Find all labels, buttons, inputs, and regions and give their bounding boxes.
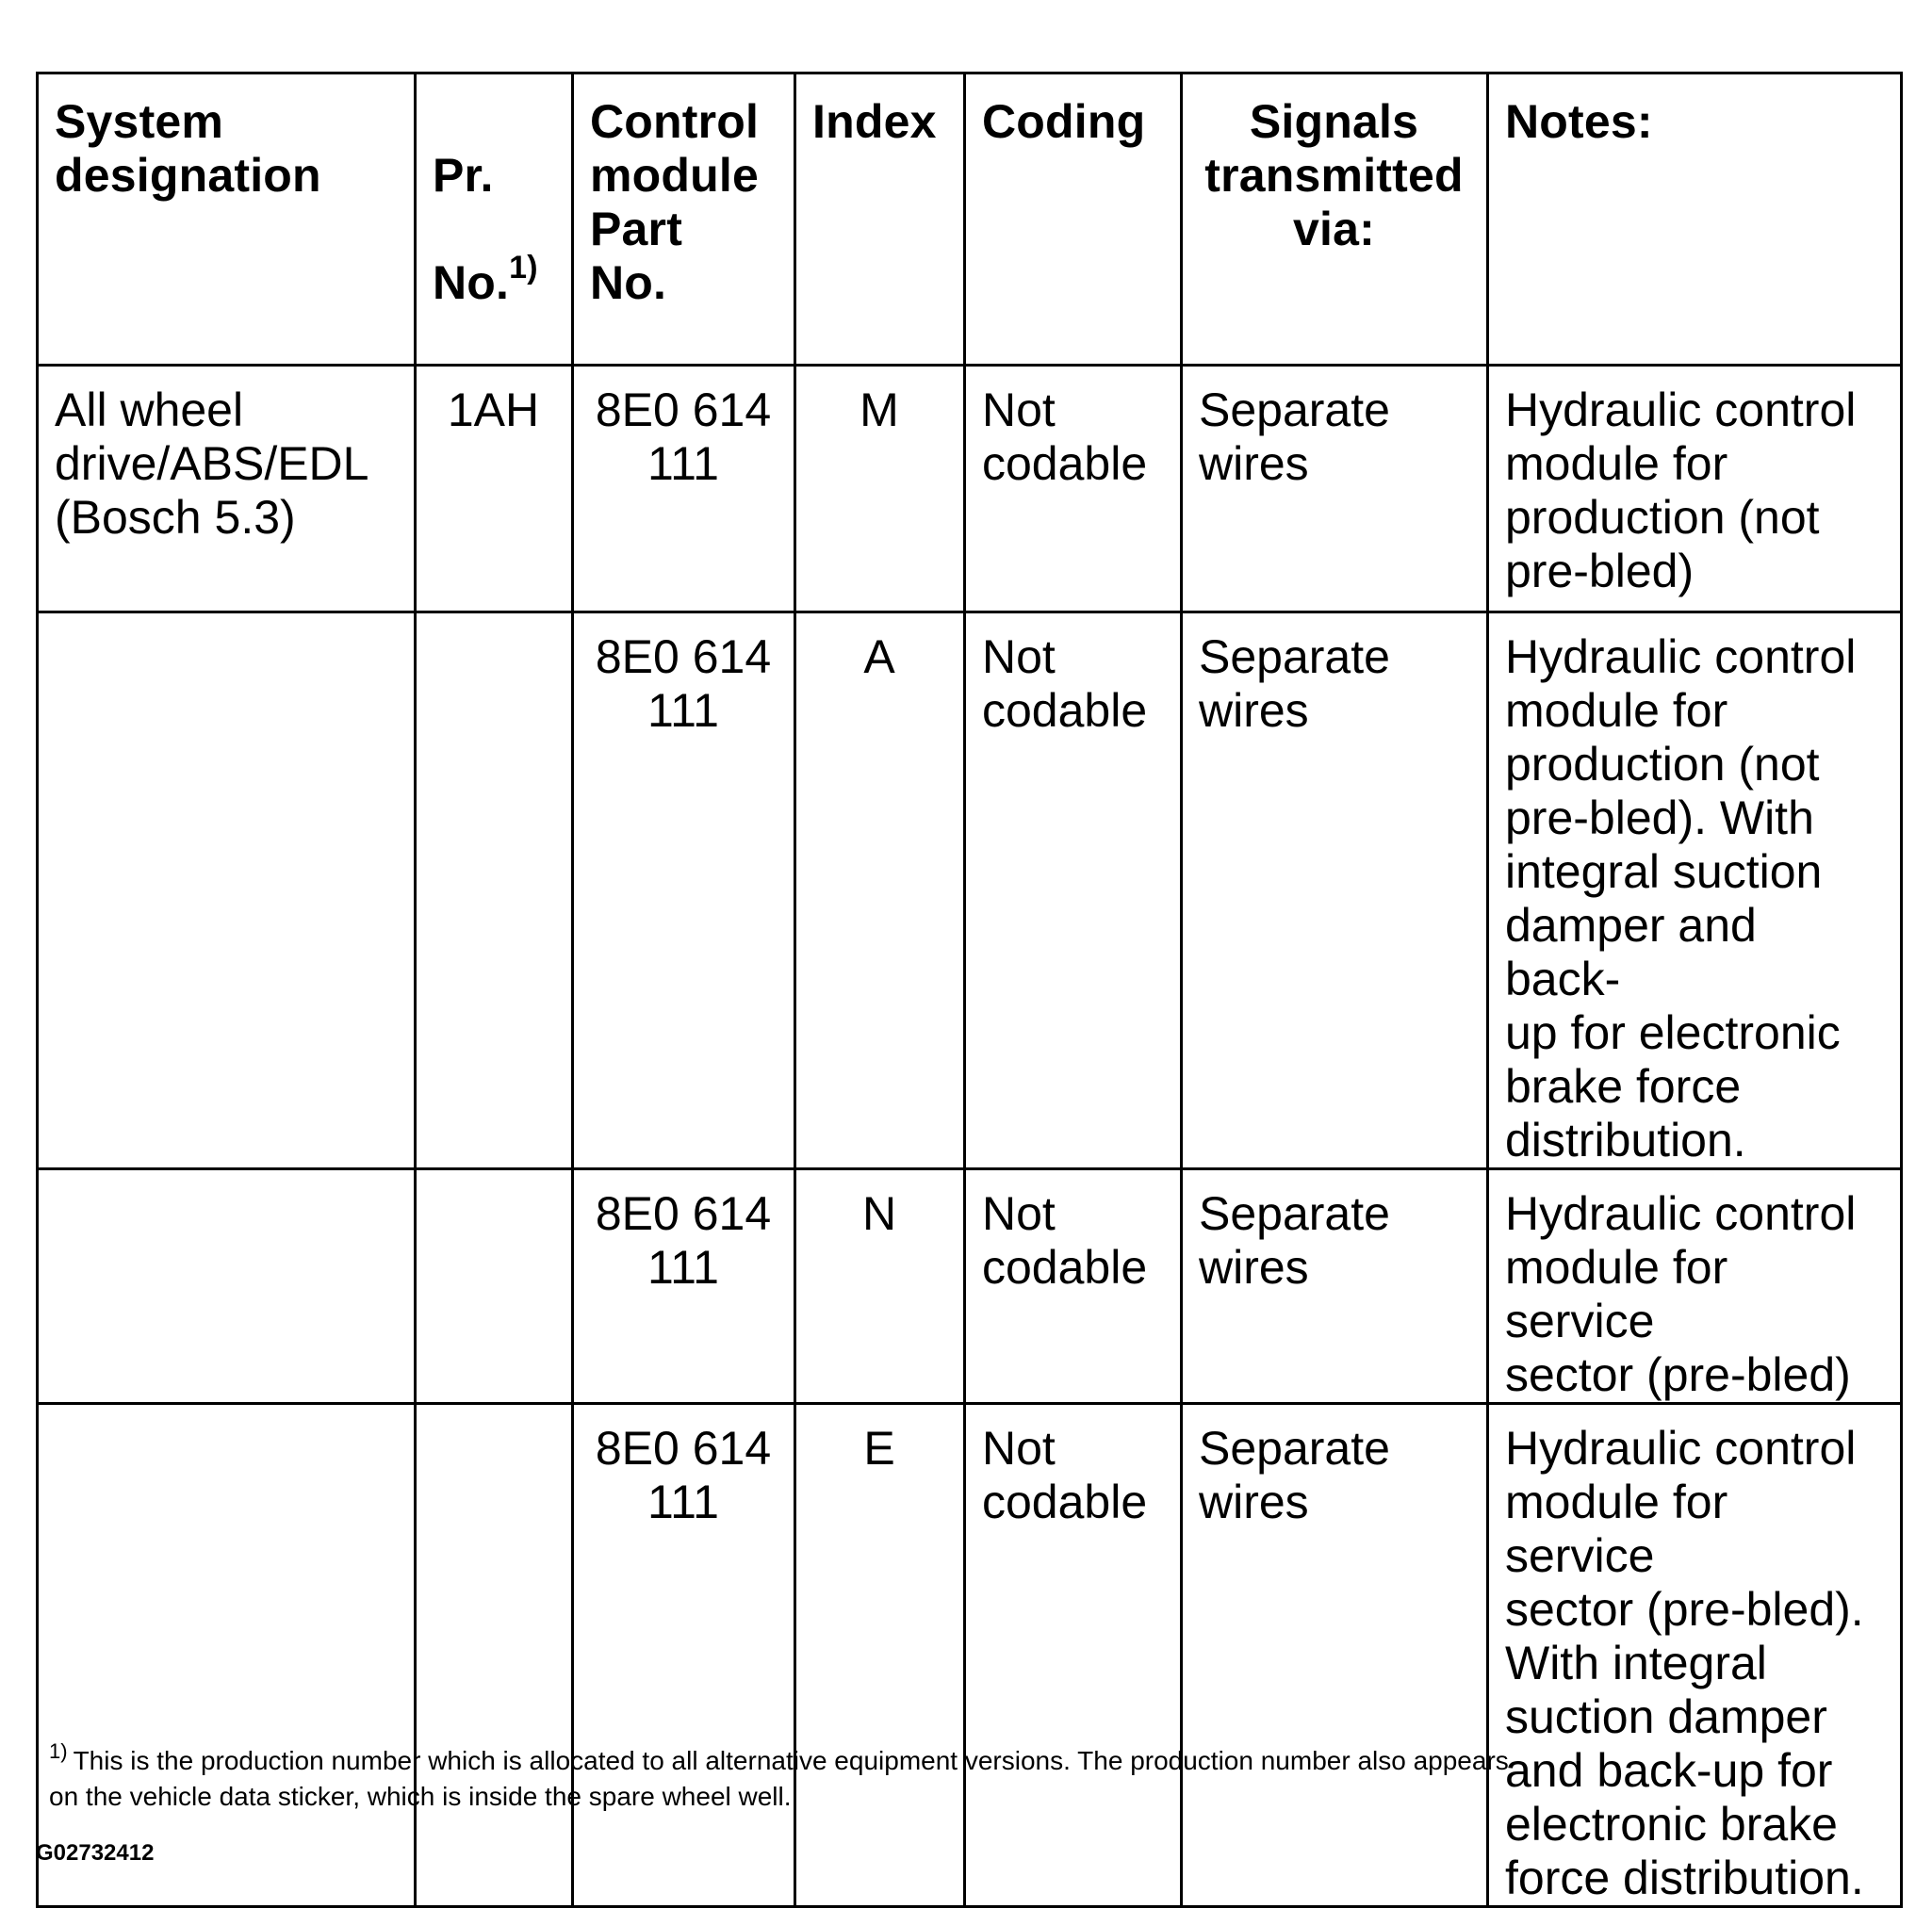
- cell-pr-no: [416, 612, 573, 1169]
- cell-signals: Separate wires: [1182, 612, 1488, 1169]
- cell-part-no: 8E0 614 111: [573, 366, 795, 612]
- footnote: [49, 1739, 1670, 1815]
- cell-index: E: [795, 1404, 965, 1907]
- table-row: [38, 366, 1902, 612]
- footnote-text: This is the production number which is allocated to all alternative equipment versions. The production number also appears on the vehicle data sticker, which is inside the spare wheel well.: [49, 1746, 1509, 1811]
- header-system-designation: System designation: [38, 73, 416, 366]
- table-row: [38, 1404, 1902, 1907]
- cell-coding: Not codable: [965, 366, 1182, 612]
- cell-system-designation: [38, 1404, 416, 1907]
- header-control-module-part-no: Control module Part No.: [573, 73, 795, 366]
- cell-signals: Separate wires: [1182, 1404, 1488, 1907]
- cell-coding: Not codable: [965, 1169, 1182, 1404]
- header-signals-transmitted-via: Signals transmitted via:: [1182, 73, 1488, 366]
- cell-system-designation: [38, 1169, 416, 1404]
- cell-index: A: [795, 612, 965, 1169]
- cell-system-designation: All wheel drive/ABS/EDL (Bosch 5.3): [38, 366, 416, 612]
- header-pr-no-line2: [433, 250, 554, 310]
- header-pr-no-text: No.: [433, 256, 510, 309]
- cell-coding: Not codable: [965, 612, 1182, 1169]
- cell-notes: Hydraulic control module for service sector (pre-bled). With integral suction damper and back-up for electronic brake force distribution.: [1488, 1404, 1902, 1907]
- table-row: [38, 1169, 1902, 1404]
- equipment-table: [36, 72, 1903, 1908]
- cell-notes: Hydraulic control module for service sector (pre-bled): [1488, 1169, 1902, 1404]
- cell-part-no: 8E0 614 111: [573, 1169, 795, 1404]
- cell-system-designation: [38, 612, 416, 1169]
- cell-part-no: 8E0 614 111: [573, 1404, 795, 1907]
- header-notes: Notes:: [1488, 73, 1902, 366]
- cell-part-no: 8E0 614 111: [573, 612, 795, 1169]
- header-index: Index: [795, 73, 965, 366]
- cell-index: M: [795, 366, 965, 612]
- cell-signals: Separate wires: [1182, 366, 1488, 612]
- table-header-row: [38, 73, 1902, 366]
- header-pr-no: [416, 73, 573, 366]
- cell-notes: Hydraulic control module for production (not pre-bled). With integral suction damper and back- up for electronic brake force distribution.: [1488, 612, 1902, 1169]
- header-coding: Coding: [965, 73, 1182, 366]
- footnote-marker: 1): [509, 250, 538, 285]
- cell-coding: Not codable: [965, 1404, 1182, 1907]
- footnote-marker: 1): [49, 1739, 68, 1763]
- figure-id: G02732412: [36, 1840, 155, 1866]
- cell-pr-no: [416, 1404, 573, 1907]
- table-row: [38, 612, 1902, 1169]
- cell-pr-no: [416, 1169, 573, 1404]
- cell-pr-no: 1AH: [416, 366, 573, 612]
- cell-index: N: [795, 1169, 965, 1404]
- cell-signals: Separate wires: [1182, 1169, 1488, 1404]
- cell-notes: Hydraulic control module for production (not pre-bled): [1488, 366, 1902, 612]
- header-pr-no-line1: Pr.: [433, 149, 494, 202]
